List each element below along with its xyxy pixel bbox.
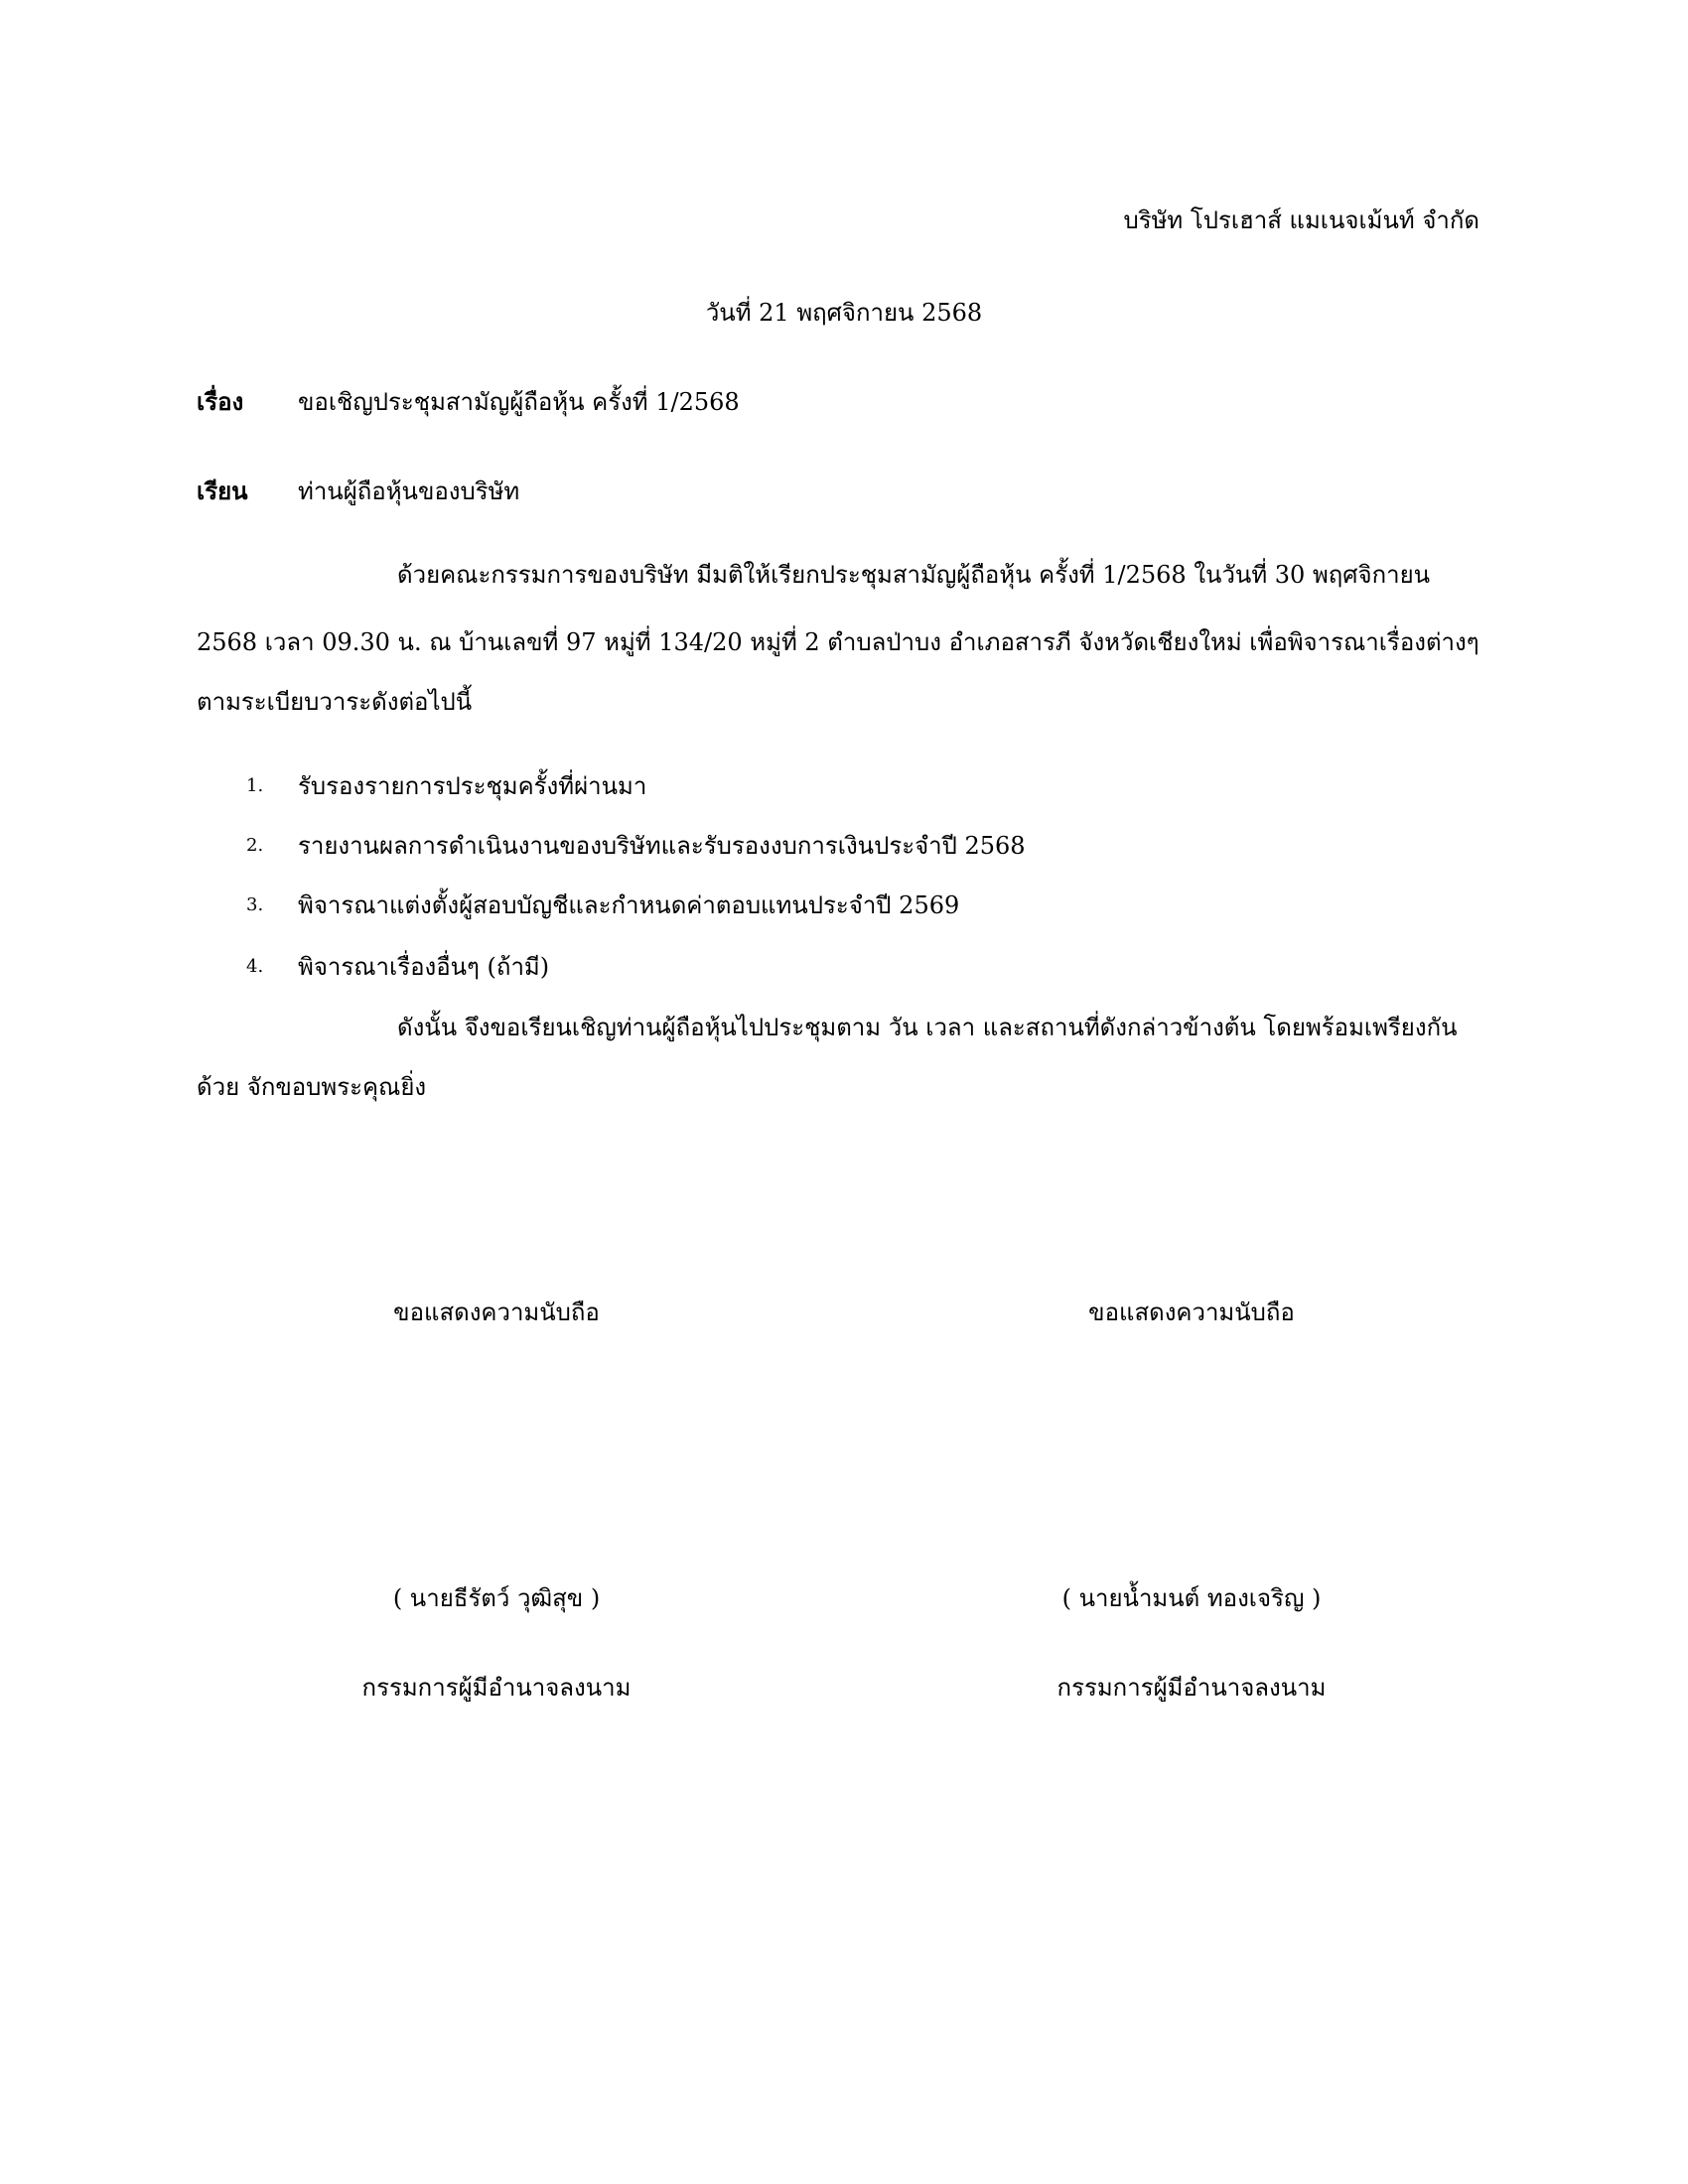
agenda-item: พิจารณาแต่งตั้งผู้สอบบัญชีและกำหนดค่าตอบแทนประจำปี 2569: [298, 891, 960, 919]
left-signatory-name: ( นายธีรัตว์ วุฒิสุข ): [392, 1584, 601, 1612]
agenda-item: รายงานผลการดำเนินงานของบริษัทและรับรองงบการเงินประจำปี 2568: [298, 832, 1026, 860]
letter-date: วันที่ 21 พฤศจิกายน 2568: [705, 299, 983, 327]
agenda-item: พิจารณาเรื่องอื่นๆ (ถ้ามี): [298, 953, 550, 981]
agenda-number: 4.: [246, 956, 264, 977]
intro-paragraph-line-1: ด้วยคณะกรรมการของบริษัท มีมติให้เรียกประชุมสามัญผู้ถือหุ้น ครั้งที่ 1/2568 ในวันที่ 30 พฤศจิกายน: [397, 561, 1431, 589]
right-regards: ขอแสดงความนับถือ: [1088, 1298, 1295, 1326]
right-signatory-name: ( นายน้ำมนต์ ทองเจริญ ): [1061, 1584, 1322, 1612]
recipient-label: เรียน: [197, 477, 248, 505]
closing-paragraph-line-1: ดังนั้น จึงขอเรียนเชิญท่านผู้ถือหุ้นไปประชุมตาม วัน เวลา และสถานที่ดังกล่าวข้างต้น โดยพร้อมเพรียงกัน: [397, 1014, 1458, 1041]
agenda-number: 1.: [246, 775, 264, 796]
closing-paragraph-line-2: ด้วย จักขอบพระคุณยิ่ง: [197, 1073, 427, 1101]
left-signatory-title: กรรมการผู้มีอำนาจลงนาม: [361, 1674, 632, 1702]
agenda-number: 3.: [246, 894, 264, 915]
intro-paragraph-line-2: 2568 เวลา 09.30 น. ณ บ้านเลขที่ 97 หมู่ที่ 134/20 หมู่ที่ 2 ตำบลป่าบง อำเภอสารภี จังหวัดเชียงใหม่ เพื่อพิจารณาเรื่องต่างๆ: [197, 628, 1479, 656]
left-regards: ขอแสดงความนับถือ: [393, 1298, 600, 1326]
agenda-number: 2.: [246, 835, 264, 856]
subject-value: ขอเชิญประชุมสามัญผู้ถือหุ้น ครั้งที่ 1/2568: [298, 388, 740, 416]
right-signatory-title: กรรมการผู้มีอำนาจลงนาม: [1056, 1674, 1327, 1702]
intro-paragraph-line-3: ตามระเบียบวาระดังต่อไปนี้: [197, 688, 473, 716]
agenda-item: รับรองรายการประชุมครั้งที่ผ่านมา: [298, 772, 647, 800]
recipient-value: ท่านผู้ถือหุ้นของบริษัท: [298, 478, 520, 505]
company-name: บริษัท โปรเฮาส์ แมเนจเม้นท์ จำกัด: [1123, 206, 1479, 234]
subject-label: เรื่อง: [197, 387, 244, 416]
